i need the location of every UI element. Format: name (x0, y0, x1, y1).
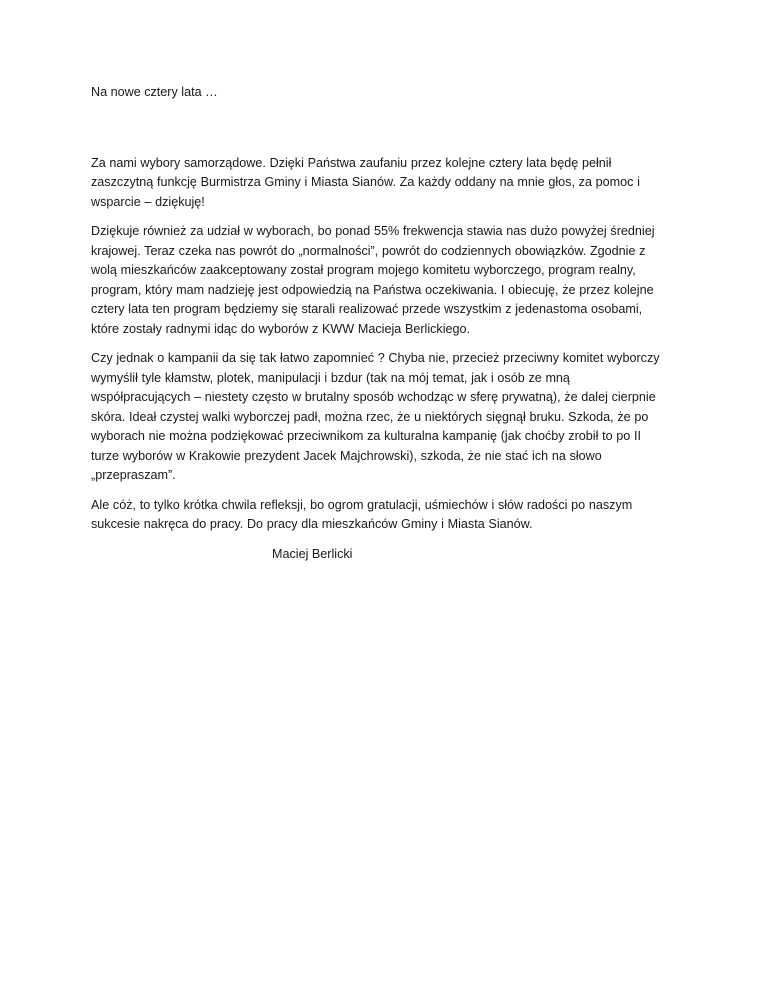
paragraph-thanks (91, 154, 681, 213)
letter-title: Na nowe cztery lata … (91, 85, 218, 99)
text-line: współpracujących – niestety często w brutalny sposób wchodząc w sferę prywatną), że dalej cierpnie (91, 390, 656, 404)
paragraph-reflection (91, 496, 681, 535)
text-line: turze wyborów w Krakowie prezydent Jacek Majchrowski), szkoda, że nie stać ich na słowo (91, 448, 602, 463)
text-line: wyborach nie można podziękować przeciwnikom za kulturalna kampanię (jak choćby zrobił to po II (91, 429, 641, 443)
text-line: „przepraszam”. (91, 468, 176, 482)
text-line: Ale cóż, to tylko krótka chwila refleksji, bo ogrom gratulacji, uśmiechów i słów radości po naszym (91, 497, 633, 512)
text-line: wolą mieszkańców zaakceptowany został program mojego komitetu wyborczego, program realny, (91, 263, 636, 277)
text-line: Za nami wybory samorządowe. Dzięki Państwa zaufaniu przez kolejne cztery lata będę pełnił (91, 155, 612, 170)
text-line: krajowej. Teraz czeka nas powrót do „normalności”, powrót do codziennych obowiązków. Zgodnie z (91, 243, 646, 258)
signature: Maciej Berlicki (272, 546, 353, 561)
text-line: wymyślił tyle kłamstw, plotek, manipulacji i bzdur (tak na mój temat, jak i osób ze mną (91, 370, 570, 385)
paragraph-campaign (91, 349, 681, 486)
text-line: program, który mam nadzieję jest odpowiedzią na Państwa oczekiwania. I obiecuję, że przez kolejne (91, 282, 654, 297)
text-line: cztery lata ten program będziemy się starali realizować przede wszystkim z jedenastoma osobami, (91, 302, 643, 316)
text-line: które zostały radnymi idąc do wyborów z KWW Macieja Berlickiego. (91, 321, 471, 336)
text-line: Czy jednak o kampanii da się tak łatwo zapomnieć ? Chyba nie, przecież przeciwny komitet wyborczy (91, 351, 660, 365)
paragraph-turnout (91, 222, 681, 339)
letter-body (91, 83, 681, 564)
text-line: zaszczytną funkcję Burmistrza Gminy i Miasta Sianów. Za każdy oddany na mnie głos, za pomoc i (91, 175, 640, 189)
text-line: sukcesie nakręca do pracy. Do pracy dla mieszkańców Gminy i Miasta Sianów. (91, 517, 533, 531)
text-line: Dziękuje również za udział w wyborach, bo ponad 55% frekwencja stawia nas dużo powyżej średniej (91, 224, 655, 238)
text-line: skóra. Ideał czystej walki wyborczej padł, można rzec, że u niektórych sięgnął bruku. Szkoda, że po (91, 409, 649, 424)
text-line: wsparcie – dziękuję! (91, 194, 205, 209)
